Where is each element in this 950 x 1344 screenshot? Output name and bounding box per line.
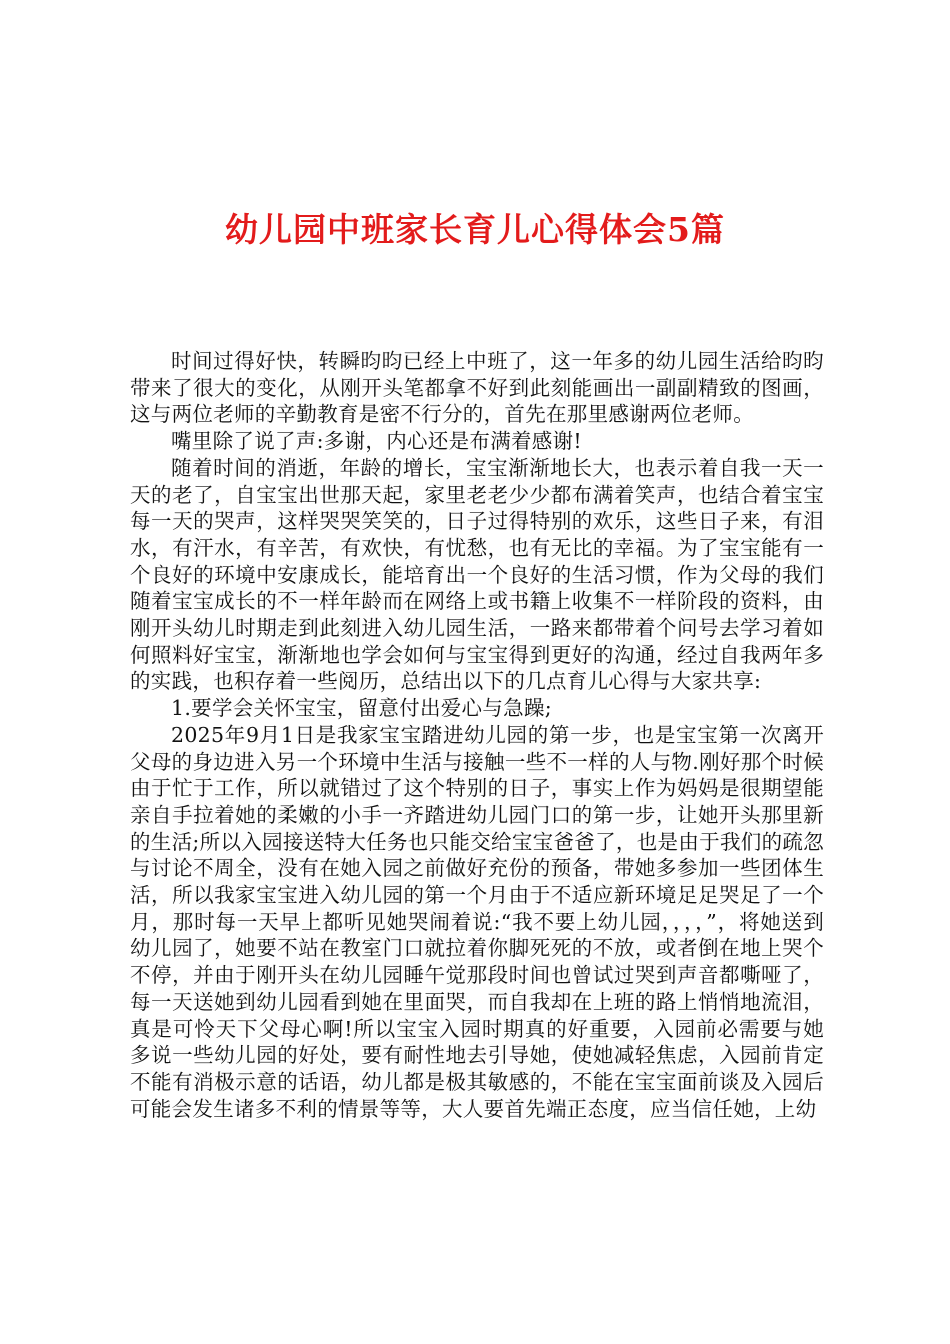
paragraph: 2025年9月1日是我家宝宝踏进幼儿园的第一步，也是宝宝第一次离开父母的身边进入另一个环境中生活与接触一些不一样的人与物.刚好那个时候由于忙于工作，所以就错过了这个特别的日子，事实上作为妈妈是很期望能亲自手拉着她的柔嫩的小手一齐踏进幼儿园门口的第一步，让她开头那里新的生活;所以入园接送特大任务也只能交给宝宝爸爸了，也是由于我们的疏忽与讨论不周全，没有在她入园之前做好充份的预备，带她多参加一些团体生活，所以我家宝宝进入幼儿园的第一个月由于不适应新环境足足哭足了一个月，那时每一天早上都听见她哭闹着说:“我不要上幼儿园，，，，”，将她送到幼儿园了，她要不站在教室门口就拉着你脚死死的不放，或者倒在地上哭个不停，并由于刚开头在幼儿园睡午觉那段时间也曾试过哭到声音都嘶哑了，每一天送她到幼儿园看到她在里面哭，而自我却在上班的路上悄悄地流泪，真是可怜天下父母心啊!所以宝宝入园时期真的好重要，入园前必需要与她多说一些幼儿园的好处，要有耐性地去引导她，使她减轻焦虑，入园前肯定不能有消极示意的话语，幼儿都是极其敏感的，不能在宝宝面前谈及入园后可能会发生诸多不利的情景等等，大人要首先端正态度，应当信任她，上幼 (130, 722, 824, 1121)
document-title: 幼儿园中班家长育儿心得体会5篇 (225, 210, 725, 249)
paragraph: 随着时间的消逝，年龄的增长，宝宝渐渐地长大，也表示着自我一天一天的老了，自宝宝出世那天起，家里老老少少都布满着笑声，也结合着宝宝每一天的哭声，这样哭哭笑笑的，日子过得特别的欢乐，这些日子来，有泪水，有汗水，有辛苦，有欢快，有忧愁，也有无比的幸福。为了宝宝能有一个良好的环境中安康成长，能培育出一个良好的生活习惯，作为父母的我们随着宝宝成长的不一样年龄而在网络上或书籍上收集不一样阶段的资料，由刚开头幼儿时期走到此刻进入幼儿园生活，一路来都带着个问号去学习着如何照料好宝宝，渐渐地也学会如何与宝宝得到更好的沟通，经过自我两年多的实践，也积存着一些阅历，总结出以下的几点育儿心得与大家共享: (130, 455, 824, 694)
paragraph: 嘴里除了说了声:多谢，内心还是布满着感谢! (171, 429, 582, 454)
document-body (130, 348, 824, 1122)
paragraph: 时间过得好快，转瞬昀昀已经上中班了，这一年多的幼儿园生活给昀昀带来了很大的变化，从刚开头笔都拿不好到此刻能画出一副副精致的图画，这与两位老师的辛勤教育是密不行分的，首先在那里感谢两位老师。 (130, 349, 824, 427)
paragraph: 1.要学会关怀宝宝，留意付出爱心与急躁; (171, 696, 552, 721)
